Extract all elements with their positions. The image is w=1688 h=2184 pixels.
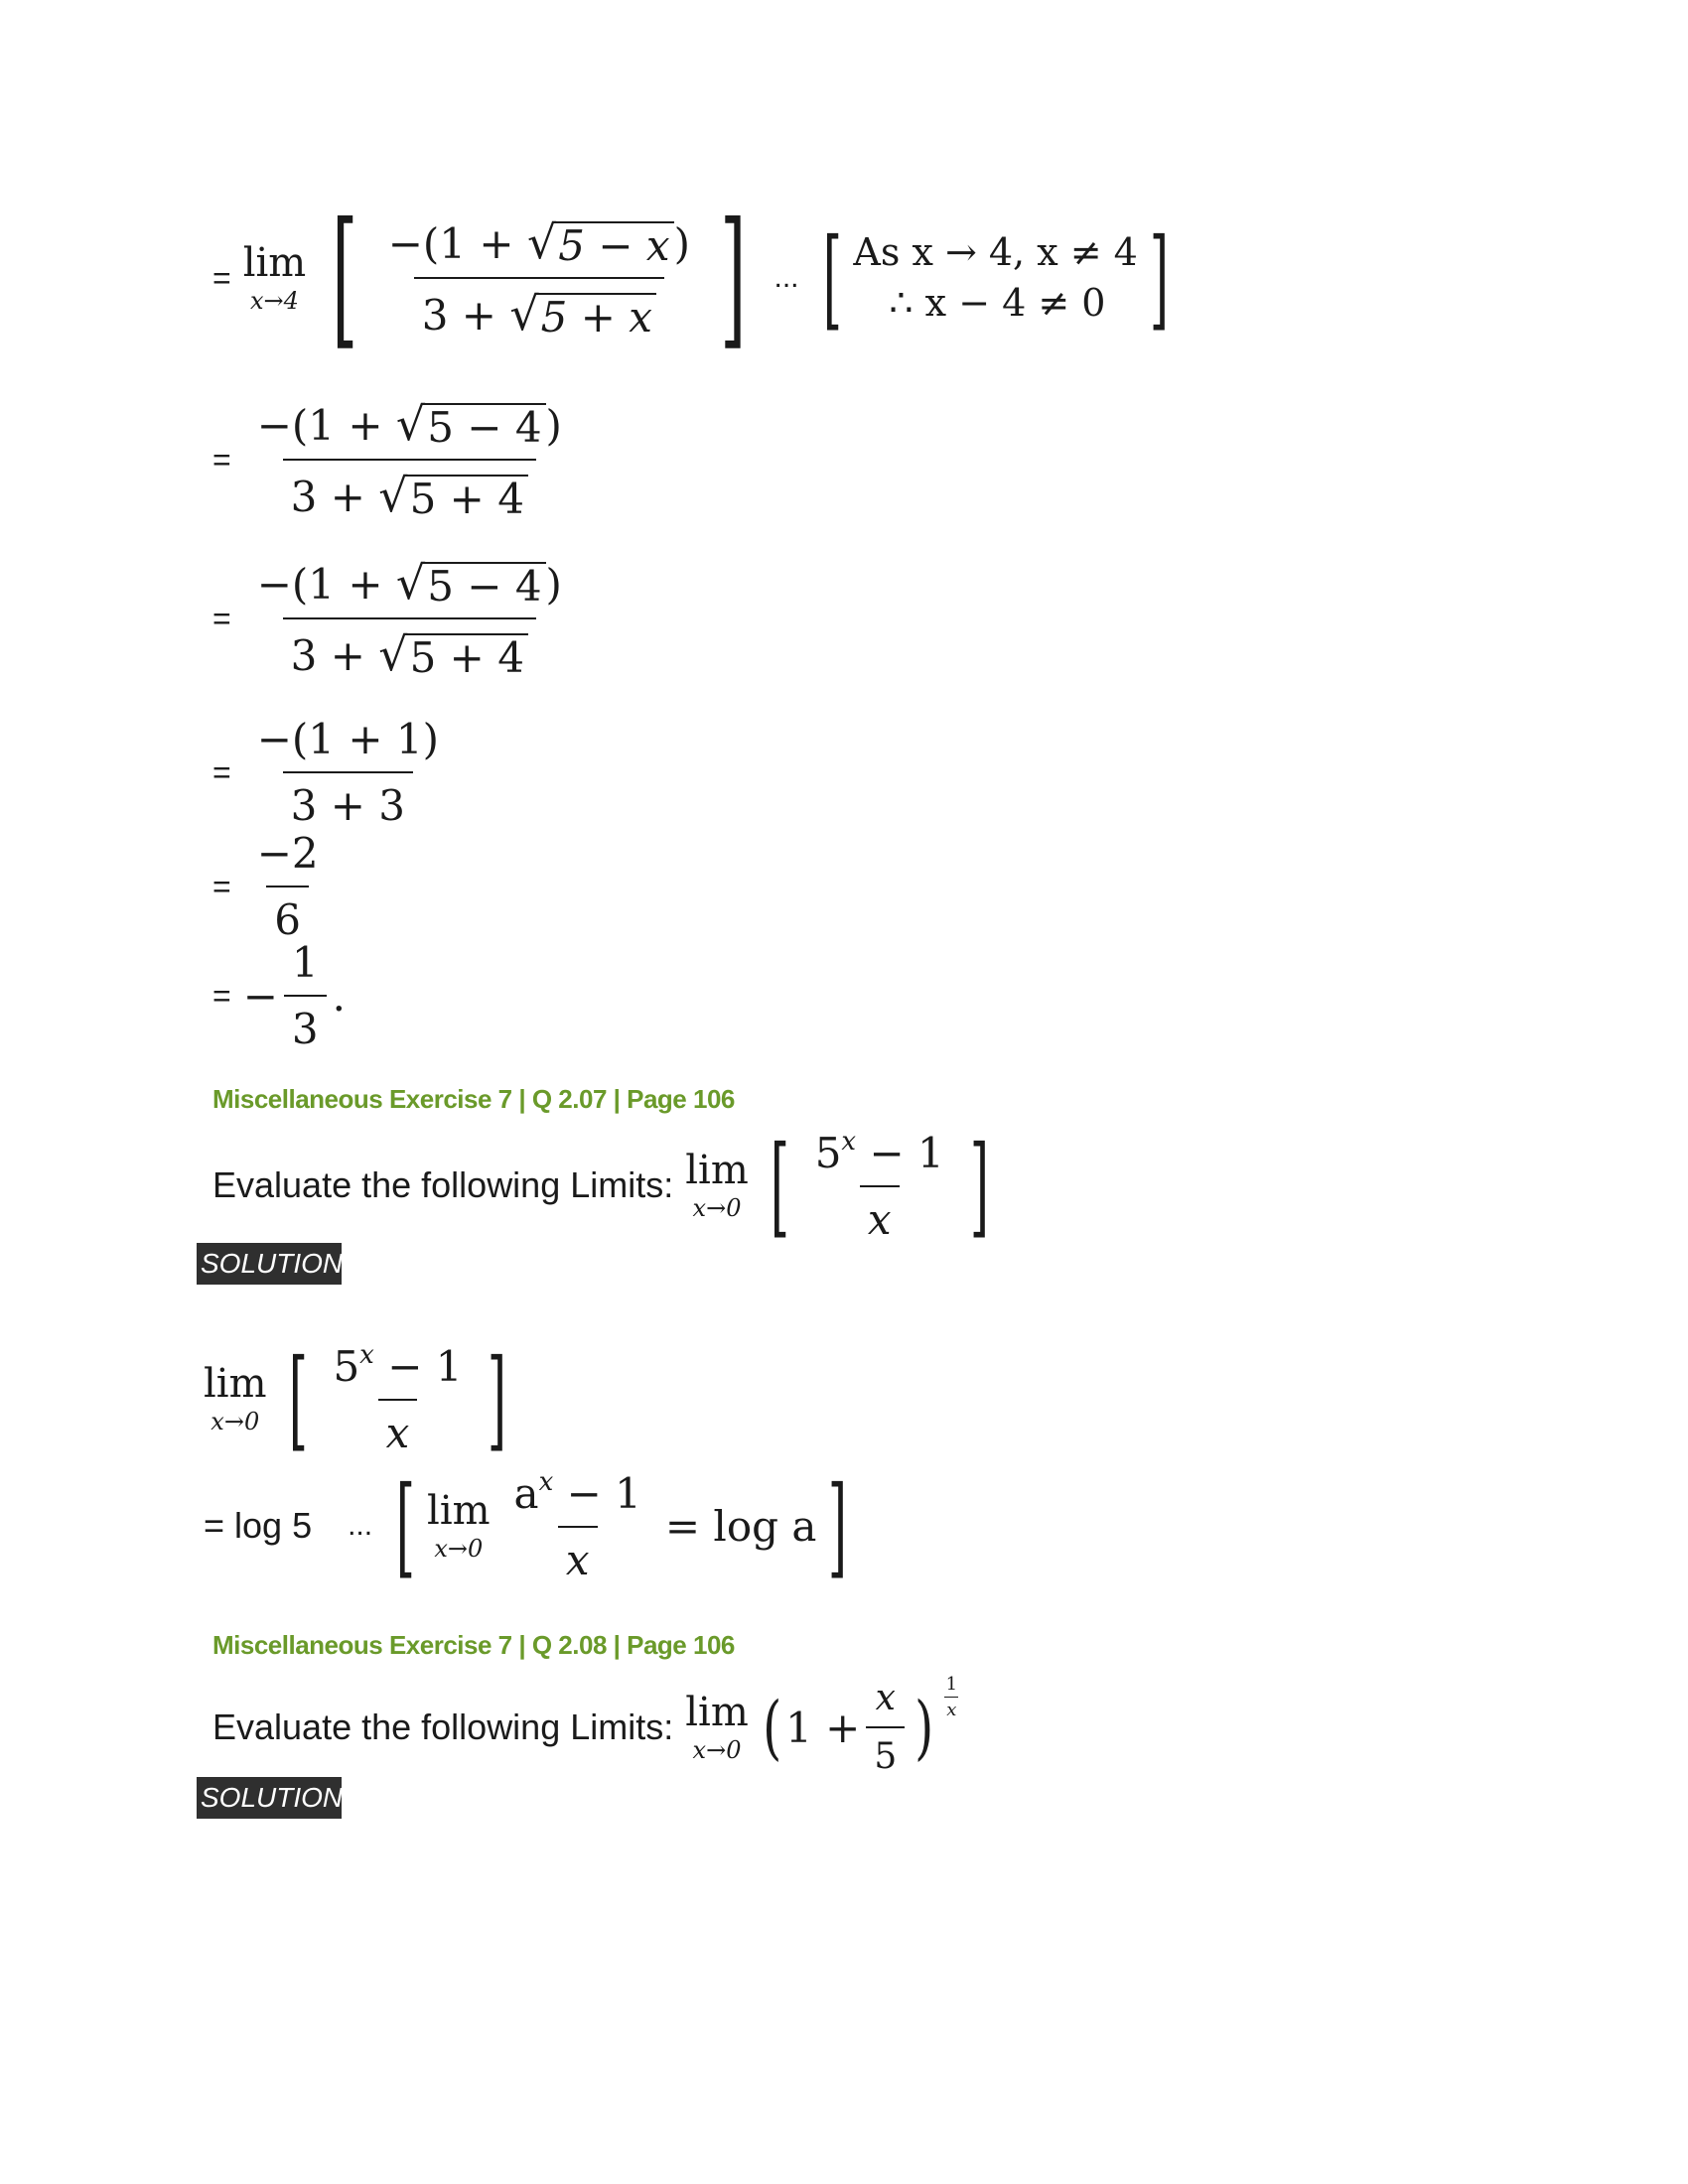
question-2-07 bbox=[212, 1122, 1001, 1249]
fraction: −(1 + √ 5 − 4 ) 3 + √ 5 + 4 bbox=[256, 397, 562, 523]
question-heading-2-07: Miscellaneous Exercise 7 | Q 2.07 | Page 106 bbox=[212, 1084, 735, 1114]
solution-2-07-line-1 bbox=[204, 1335, 518, 1462]
ellipsis: ... bbox=[774, 261, 799, 294]
fraction: $\frac{1}{3}$ bbox=[284, 938, 327, 1053]
fraction: −(1 + √ 5 − 4 ) 3 + √ 5 + 4 bbox=[256, 556, 562, 682]
fraction: $\frac{-(1 + 1)}{3 + 3}$ bbox=[256, 715, 439, 830]
question-heading-2-08: Miscellaneous Exercise 7 | Q 2.08 | Page 106 bbox=[212, 1630, 735, 1660]
solution-label: SOLUTION bbox=[197, 1777, 342, 1819]
right-bracket: ] bbox=[1149, 214, 1169, 341]
step-1 bbox=[212, 192, 1181, 364]
right-bracket: ] bbox=[488, 1335, 507, 1462]
limit-operator: lim x→0 bbox=[204, 1361, 267, 1435]
right-bracket: ] bbox=[969, 1122, 989, 1249]
right-paren: ) bbox=[914, 1687, 934, 1768]
limit-operator: lim x→0 bbox=[427, 1488, 491, 1563]
question-text: Evaluate the following Limits: bbox=[212, 1164, 674, 1205]
solution-2-07-line-2 bbox=[204, 1462, 859, 1589]
limit-operator: lim x→0 bbox=[685, 1148, 749, 1222]
ellipsis: ... bbox=[348, 1509, 373, 1542]
right-bracket: ] bbox=[828, 1462, 848, 1589]
left-bracket: [ bbox=[332, 192, 358, 364]
fraction: $\frac{5^x - 1}{x}$ bbox=[333, 1340, 463, 1457]
step-4: = $\frac{-(1 + 1)}{3 + 3}$ bbox=[212, 715, 453, 830]
fraction: $\frac{a^x - 1}{x}$ bbox=[513, 1467, 641, 1584]
exponent-fraction: $\frac{1}{x}$ bbox=[945, 1674, 958, 1720]
equals-sign: = bbox=[212, 259, 231, 296]
fraction: $\frac{x}{5}$ bbox=[866, 1678, 905, 1777]
limit-operator: lim x→0 bbox=[685, 1690, 749, 1764]
limit-operator: lim x→4 bbox=[242, 240, 307, 315]
right-bracket: ] bbox=[720, 192, 747, 364]
left-bracket: [ bbox=[822, 214, 842, 341]
left-paren: ( bbox=[762, 1687, 781, 1768]
left-bracket: [ bbox=[288, 1335, 308, 1462]
left-bracket: [ bbox=[395, 1462, 416, 1589]
minus-sign: − bbox=[242, 971, 278, 1021]
square-root: √ 5 − x bbox=[527, 215, 674, 269]
rhs-log: = log a bbox=[664, 1501, 817, 1551]
question-text: Evaluate the following Limits: bbox=[212, 1706, 674, 1747]
result-text: = log 5 bbox=[204, 1505, 313, 1546]
question-2-08: Evaluate the following Limits: lim x→0 ( 1 + $\frac{x}{5}$ ) $\frac{1}{x}$ bbox=[212, 1674, 958, 1777]
square-root: √ 5 + x bbox=[509, 287, 656, 341]
fraction: $\frac{-2}{6}$ bbox=[256, 829, 319, 944]
step-6: = − $\frac{1}{3}$ . bbox=[212, 938, 346, 1053]
left-bracket: [ bbox=[770, 1122, 789, 1249]
step-2: = −(1 + √ 5 − 4 ) 3 + √ 5 + 4 bbox=[212, 397, 576, 522]
fraction: −(1 + √ 5 − x ) 3 + √ 5 + x bbox=[387, 215, 690, 341]
solution-label: SOLUTION bbox=[197, 1243, 342, 1285]
step-3: = −(1 + √ 5 − 4 ) 3 + √ 5 + 4 bbox=[212, 556, 576, 681]
fraction: $\frac{5^x - 1}{x}$ bbox=[814, 1127, 944, 1244]
step-5: = $\frac{-2}{6}$ bbox=[212, 829, 333, 944]
condition-note: As x → 4, x ≠ 4 ∴ x − 4 ≠ 0 bbox=[853, 229, 1138, 325]
